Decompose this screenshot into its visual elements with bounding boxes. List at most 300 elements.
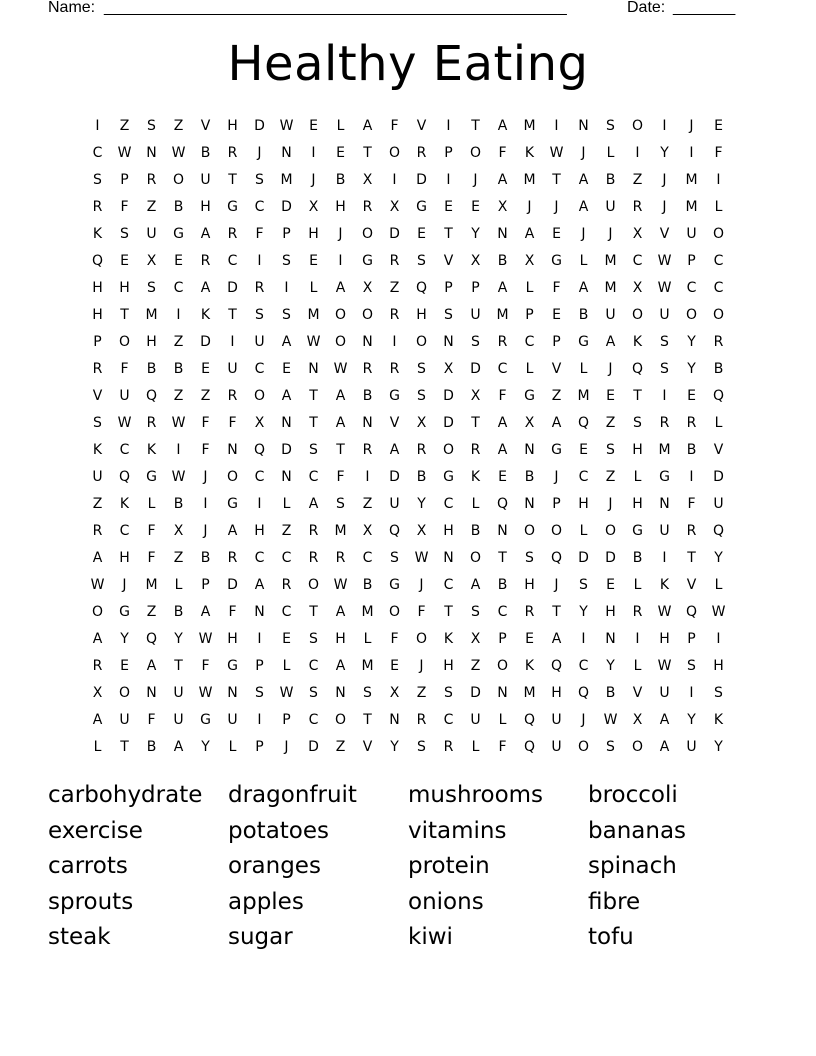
word-bank-item: dragonfruit bbox=[228, 782, 357, 808]
grid-letter: S bbox=[687, 657, 696, 674]
grid-letter: O bbox=[604, 522, 617, 539]
grid-letter: S bbox=[714, 684, 723, 701]
grid-letter: Q bbox=[118, 468, 131, 485]
grid-letter: K bbox=[443, 630, 454, 647]
grid-letter: I bbox=[662, 117, 667, 134]
grid-letter: S bbox=[525, 549, 534, 566]
grid-letter: Z bbox=[605, 468, 616, 485]
word-bank-item: sprouts bbox=[48, 888, 134, 915]
grid-letter: P bbox=[525, 306, 534, 323]
grid-letter: V bbox=[362, 738, 373, 755]
grid-letter: F bbox=[255, 225, 264, 242]
grid-letter: S bbox=[363, 684, 372, 701]
grid-letter: R bbox=[713, 333, 724, 350]
grid-letter: L bbox=[93, 738, 102, 755]
grid-letter: S bbox=[417, 387, 426, 404]
grid-letter: N bbox=[389, 711, 400, 728]
grid-letter: W bbox=[198, 684, 213, 701]
grid-letter: Z bbox=[605, 414, 616, 431]
grid-letter: E bbox=[336, 144, 345, 161]
grid-letter: F bbox=[147, 522, 156, 539]
grid-letter: C bbox=[254, 360, 265, 377]
grid-letter: F bbox=[390, 117, 399, 134]
grid-letter: X bbox=[146, 252, 157, 269]
grid-letter: G bbox=[551, 441, 562, 458]
word-bank-item: oranges bbox=[228, 853, 321, 879]
grid-letter: E bbox=[201, 360, 210, 377]
grid-letter: C bbox=[524, 333, 535, 350]
grid-letter: R bbox=[389, 252, 400, 269]
grid-letter: O bbox=[631, 738, 644, 755]
grid-letter: C bbox=[119, 441, 130, 458]
grid-letter: J bbox=[311, 171, 316, 188]
grid-letter: Y bbox=[471, 225, 480, 242]
grid-letter: Z bbox=[389, 279, 400, 296]
grid-letter: X bbox=[362, 171, 373, 188]
grid-letter: Q bbox=[145, 387, 158, 404]
grid-letter: S bbox=[390, 549, 399, 566]
grid-letter: V bbox=[713, 441, 724, 458]
grid-letter: S bbox=[93, 171, 102, 188]
grid-letter: B bbox=[470, 522, 481, 539]
grid-letter: N bbox=[308, 360, 319, 377]
grid-letter: A bbox=[173, 738, 184, 755]
grid-letter: D bbox=[605, 549, 616, 566]
grid-letter: L bbox=[336, 117, 345, 134]
grid-letter: M bbox=[361, 603, 374, 620]
grid-letter: I bbox=[257, 711, 262, 728]
grid-letter: Y bbox=[714, 549, 723, 566]
grid-letter: D bbox=[389, 225, 400, 242]
grid-letter: I bbox=[203, 495, 208, 512]
grid-letter: A bbox=[281, 387, 292, 404]
grid-letter: K bbox=[92, 225, 103, 242]
grid-letter: Z bbox=[173, 387, 184, 404]
grid-letter: V bbox=[686, 576, 697, 593]
grid-letter: T bbox=[552, 603, 561, 620]
grid-letter: F bbox=[120, 198, 129, 215]
grid-letter: P bbox=[687, 630, 696, 647]
grid-letter: C bbox=[578, 468, 589, 485]
grid-letter: E bbox=[606, 387, 615, 404]
grid-letter: E bbox=[174, 252, 183, 269]
grid-letter: A bbox=[389, 441, 400, 458]
grid-letter: F bbox=[390, 630, 399, 647]
grid-letter: E bbox=[498, 468, 507, 485]
grid-letter: F bbox=[228, 603, 237, 620]
grid-letter: M bbox=[307, 306, 320, 323]
grid-letter: A bbox=[551, 630, 562, 647]
grid-letter: G bbox=[389, 387, 400, 404]
grid-letter: O bbox=[226, 468, 239, 485]
grid-letter: M bbox=[658, 441, 671, 458]
grid-letter: I bbox=[689, 468, 694, 485]
grid-letter: T bbox=[336, 441, 345, 458]
grid-letter: X bbox=[443, 360, 454, 377]
grid-letter: B bbox=[524, 468, 535, 485]
grid-letter: B bbox=[497, 576, 508, 593]
grid-letter: I bbox=[338, 252, 343, 269]
grid-letter: X bbox=[92, 684, 103, 701]
grid-letter: P bbox=[201, 576, 210, 593]
grid-letter: A bbox=[308, 495, 319, 512]
grid-letter: R bbox=[308, 522, 319, 539]
grid-letter: Q bbox=[523, 711, 536, 728]
word-bank-item: carbohydrate bbox=[48, 782, 203, 808]
grid-letter: N bbox=[227, 684, 238, 701]
grid-letter: B bbox=[605, 171, 616, 188]
grid-letter: T bbox=[120, 738, 129, 755]
grid-letter: N bbox=[524, 441, 535, 458]
grid-letter: Z bbox=[173, 549, 184, 566]
grid-letter: O bbox=[334, 333, 347, 350]
grid-letter: S bbox=[309, 630, 318, 647]
grid-letter: G bbox=[443, 468, 454, 485]
grid-letter: A bbox=[551, 414, 562, 431]
grid-letter: A bbox=[92, 630, 103, 647]
grid-letter: R bbox=[146, 414, 157, 431]
grid-letter: I bbox=[662, 549, 667, 566]
grid-letter: Q bbox=[415, 279, 428, 296]
grid-letter: L bbox=[471, 495, 480, 512]
grid-letter: Z bbox=[92, 495, 103, 512]
grid-letter: B bbox=[605, 684, 616, 701]
grid-letter: E bbox=[417, 225, 426, 242]
grid-letter: C bbox=[443, 711, 454, 728]
grid-letter: C bbox=[443, 495, 454, 512]
grid-letter: T bbox=[363, 144, 372, 161]
grid-letter: G bbox=[578, 333, 589, 350]
grid-letter: H bbox=[335, 630, 346, 647]
grid-letter: S bbox=[444, 306, 453, 323]
grid-letter: S bbox=[336, 495, 345, 512]
grid-letter: Y bbox=[417, 495, 426, 512]
grid-letter: R bbox=[92, 657, 103, 674]
grid-letter: K bbox=[470, 468, 481, 485]
grid-letter: M bbox=[145, 306, 158, 323]
grid-letter: W bbox=[657, 252, 672, 269]
grid-letter: G bbox=[200, 711, 211, 728]
grid-letter: Y bbox=[174, 630, 183, 647]
grid-letter: P bbox=[687, 252, 696, 269]
grid-letter: D bbox=[443, 387, 454, 404]
grid-letter: K bbox=[146, 441, 157, 458]
grid-letter: A bbox=[497, 117, 508, 134]
grid-letter: I bbox=[581, 630, 586, 647]
grid-letter: B bbox=[713, 360, 724, 377]
grid-letter: G bbox=[362, 252, 373, 269]
grid-letter: S bbox=[606, 738, 615, 755]
grid-letter: Y bbox=[606, 657, 615, 674]
grid-letter: S bbox=[309, 441, 318, 458]
grid-letter: E bbox=[471, 198, 480, 215]
grid-letter: W bbox=[198, 630, 213, 647]
grid-letter: G bbox=[416, 198, 427, 215]
grid-letter: J bbox=[527, 198, 532, 215]
grid-letter: C bbox=[254, 549, 265, 566]
grid-letter: I bbox=[392, 171, 397, 188]
grid-letter: H bbox=[605, 603, 616, 620]
grid-letter: Z bbox=[335, 738, 346, 755]
grid-letter: T bbox=[309, 414, 318, 431]
grid-letter: W bbox=[279, 684, 294, 701]
grid-letter: S bbox=[471, 333, 480, 350]
grid-letter: F bbox=[201, 414, 210, 431]
grid-letter: P bbox=[93, 333, 102, 350]
grid-letter: B bbox=[335, 171, 346, 188]
grid-letter: U bbox=[686, 225, 697, 242]
grid-letter: U bbox=[605, 198, 616, 215]
grid-letter: Z bbox=[470, 657, 481, 674]
word-bank-item: potatoes bbox=[228, 817, 330, 844]
grid-letter: O bbox=[388, 144, 401, 161]
grid-letter: A bbox=[470, 576, 481, 593]
grid-letter: X bbox=[173, 522, 184, 539]
grid-letter: D bbox=[713, 468, 724, 485]
word-bank-item: onions bbox=[408, 888, 484, 915]
grid-letter: R bbox=[443, 738, 454, 755]
grid-letter: S bbox=[660, 333, 669, 350]
grid-letter: U bbox=[200, 171, 211, 188]
grid-letter: N bbox=[443, 333, 454, 350]
word-bank-item: steak bbox=[48, 924, 111, 950]
grid-letter: A bbox=[335, 279, 346, 296]
grid-letter: B bbox=[362, 387, 373, 404]
grid-letter: Z bbox=[173, 333, 184, 350]
grid-letter: F bbox=[687, 495, 696, 512]
grid-letter: X bbox=[524, 414, 535, 431]
grid-letter: X bbox=[389, 684, 400, 701]
grid-letter: C bbox=[92, 144, 103, 161]
grid-letter: G bbox=[227, 495, 238, 512]
grid-letter: E bbox=[309, 117, 318, 134]
grid-letter: H bbox=[578, 495, 589, 512]
grid-letter: E bbox=[687, 387, 696, 404]
grid-letter: X bbox=[389, 198, 400, 215]
grid-letter: P bbox=[444, 144, 453, 161]
grid-letter: T bbox=[363, 711, 372, 728]
grid-letter: E bbox=[282, 360, 291, 377]
grid-letter: I bbox=[365, 468, 370, 485]
grid-letter: C bbox=[443, 576, 454, 593]
grid-letter: A bbox=[497, 414, 508, 431]
grid-letter: K bbox=[524, 144, 535, 161]
grid-letter: H bbox=[713, 657, 724, 674]
grid-letter: M bbox=[280, 171, 293, 188]
grid-letter: L bbox=[633, 468, 642, 485]
grid-letter: L bbox=[363, 630, 372, 647]
grid-letter: P bbox=[255, 657, 264, 674]
grid-letter: C bbox=[254, 198, 265, 215]
grid-letter: T bbox=[552, 171, 561, 188]
grid-letter: S bbox=[606, 117, 615, 134]
grid-letter: H bbox=[551, 684, 562, 701]
word-bank bbox=[48, 778, 768, 956]
grid-letter: Z bbox=[146, 603, 157, 620]
grid-letter: B bbox=[686, 441, 697, 458]
page-title: Healthy Eating bbox=[227, 36, 589, 92]
grid-letter: V bbox=[632, 684, 643, 701]
grid-letter: J bbox=[257, 144, 262, 161]
grid-letter: L bbox=[174, 576, 183, 593]
grid-letter: C bbox=[308, 468, 319, 485]
grid-letter: A bbox=[335, 657, 346, 674]
grid-letter: H bbox=[524, 576, 535, 593]
grid-letter: H bbox=[92, 306, 103, 323]
grid-letter: L bbox=[282, 495, 291, 512]
grid-letter: I bbox=[716, 171, 721, 188]
grid-letter: Y bbox=[687, 333, 696, 350]
grid-letter: O bbox=[631, 117, 644, 134]
grid-letter: R bbox=[470, 441, 481, 458]
grid-letter: F bbox=[201, 657, 210, 674]
grid-letter: A bbox=[92, 711, 103, 728]
grid-letter: M bbox=[685, 198, 698, 215]
grid-letter: Q bbox=[685, 603, 698, 620]
grid-letter: D bbox=[281, 198, 292, 215]
grid-letter: D bbox=[443, 414, 454, 431]
grid-letter: I bbox=[311, 144, 316, 161]
grid-letter: S bbox=[282, 306, 291, 323]
grid-letter: A bbox=[497, 279, 508, 296]
grid-letter: H bbox=[227, 117, 238, 134]
grid-letter: R bbox=[146, 171, 157, 188]
grid-letter: L bbox=[579, 252, 588, 269]
grid-letter: O bbox=[361, 306, 374, 323]
grid-letter: L bbox=[525, 279, 534, 296]
grid-letter: Q bbox=[253, 441, 266, 458]
grid-letter: Y bbox=[201, 738, 210, 755]
grid-letter: O bbox=[334, 711, 347, 728]
grid-letter: L bbox=[714, 414, 723, 431]
grid-letter: C bbox=[254, 468, 265, 485]
grid-letter: C bbox=[497, 603, 508, 620]
grid-letter: N bbox=[605, 630, 616, 647]
grid-letter: O bbox=[118, 333, 131, 350]
grid-letter: Q bbox=[712, 522, 725, 539]
grid-letter: P bbox=[282, 225, 291, 242]
grid-letter: N bbox=[497, 522, 508, 539]
grid-letter: J bbox=[338, 225, 343, 242]
grid-letter: R bbox=[281, 576, 292, 593]
grid-letter: W bbox=[657, 279, 672, 296]
grid-letter: D bbox=[227, 279, 238, 296]
grid-letter: I bbox=[635, 630, 640, 647]
grid-letter: Y bbox=[120, 630, 129, 647]
grid-letter: P bbox=[552, 495, 561, 512]
grid-letter: L bbox=[282, 657, 291, 674]
grid-letter: F bbox=[228, 414, 237, 431]
grid-letter: J bbox=[608, 225, 613, 242]
grid-letter: C bbox=[119, 522, 130, 539]
grid-letter: C bbox=[173, 279, 184, 296]
word-bank-item: carrots bbox=[48, 853, 128, 879]
grid-letter: B bbox=[578, 306, 589, 323]
grid-letter: O bbox=[388, 603, 401, 620]
grid-letter: O bbox=[496, 657, 509, 674]
grid-letter: R bbox=[92, 360, 103, 377]
grid-letter: V bbox=[659, 225, 670, 242]
grid-letter: T bbox=[633, 387, 642, 404]
grid-letter: O bbox=[91, 603, 104, 620]
grid-letter: J bbox=[122, 576, 127, 593]
grid-letter: U bbox=[551, 711, 562, 728]
grid-letter: P bbox=[444, 279, 453, 296]
grid-letter: H bbox=[254, 522, 265, 539]
grid-letter: A bbox=[92, 549, 103, 566]
word-bank-item: vitamins bbox=[408, 817, 507, 844]
grid-letter: R bbox=[416, 441, 427, 458]
grid-letter: O bbox=[172, 171, 185, 188]
grid-letter: J bbox=[554, 198, 559, 215]
grid-letter: N bbox=[254, 603, 265, 620]
grid-letter: G bbox=[659, 468, 670, 485]
grid-letter: H bbox=[92, 279, 103, 296]
grid-letter: O bbox=[469, 549, 482, 566]
grid-letter: K bbox=[659, 576, 670, 593]
grid-letter: A bbox=[605, 333, 616, 350]
grid-letter: O bbox=[712, 306, 725, 323]
grid-letter: O bbox=[469, 144, 482, 161]
grid-letter: B bbox=[173, 360, 184, 377]
name-field[interactable]: ____________________________________________________ bbox=[104, 0, 567, 16]
grid-letter: G bbox=[227, 198, 238, 215]
grid-letter: C bbox=[281, 603, 292, 620]
grid-letter: U bbox=[119, 711, 130, 728]
grid-letter: H bbox=[146, 333, 157, 350]
grid-letter: A bbox=[146, 657, 157, 674]
grid-letter: S bbox=[579, 576, 588, 593]
grid-letter: F bbox=[498, 144, 507, 161]
date-label: Date: bbox=[627, 0, 666, 16]
grid-letter: E bbox=[552, 306, 561, 323]
grid-letter: T bbox=[228, 171, 237, 188]
grid-letter: N bbox=[497, 684, 508, 701]
grid-letter: C bbox=[308, 657, 319, 674]
grid-letter: U bbox=[173, 684, 184, 701]
grid-letter: T bbox=[471, 414, 480, 431]
grid-letter: B bbox=[362, 576, 373, 593]
grid-letter: U bbox=[470, 306, 481, 323]
grid-letter: O bbox=[712, 225, 725, 242]
grid-letter: I bbox=[176, 306, 181, 323]
grid-letter: G bbox=[632, 522, 643, 539]
grid-letter: S bbox=[417, 360, 426, 377]
grid-letter: P bbox=[282, 711, 291, 728]
grid-letter: X bbox=[254, 414, 265, 431]
grid-letter: B bbox=[200, 144, 211, 161]
grid-letter: B bbox=[173, 495, 184, 512]
grid-letter: L bbox=[147, 495, 156, 512]
date-field[interactable]: _______ bbox=[673, 0, 736, 16]
grid-letter: N bbox=[443, 549, 454, 566]
grid-letter: F bbox=[714, 144, 723, 161]
grid-letter: A bbox=[497, 171, 508, 188]
grid-letter: G bbox=[551, 252, 562, 269]
grid-letter: J bbox=[473, 171, 478, 188]
grid-letter: A bbox=[578, 171, 589, 188]
grid-letter: I bbox=[554, 117, 559, 134]
grid-letter: O bbox=[442, 441, 455, 458]
grid-letter: R bbox=[92, 522, 103, 539]
grid-letter: H bbox=[659, 630, 670, 647]
grid-letter: H bbox=[632, 441, 643, 458]
grid-letter: E bbox=[390, 657, 399, 674]
grid-letter: N bbox=[281, 414, 292, 431]
grid-letter: Q bbox=[523, 738, 536, 755]
grid-letter: N bbox=[281, 144, 292, 161]
grid-letter: I bbox=[446, 117, 451, 134]
